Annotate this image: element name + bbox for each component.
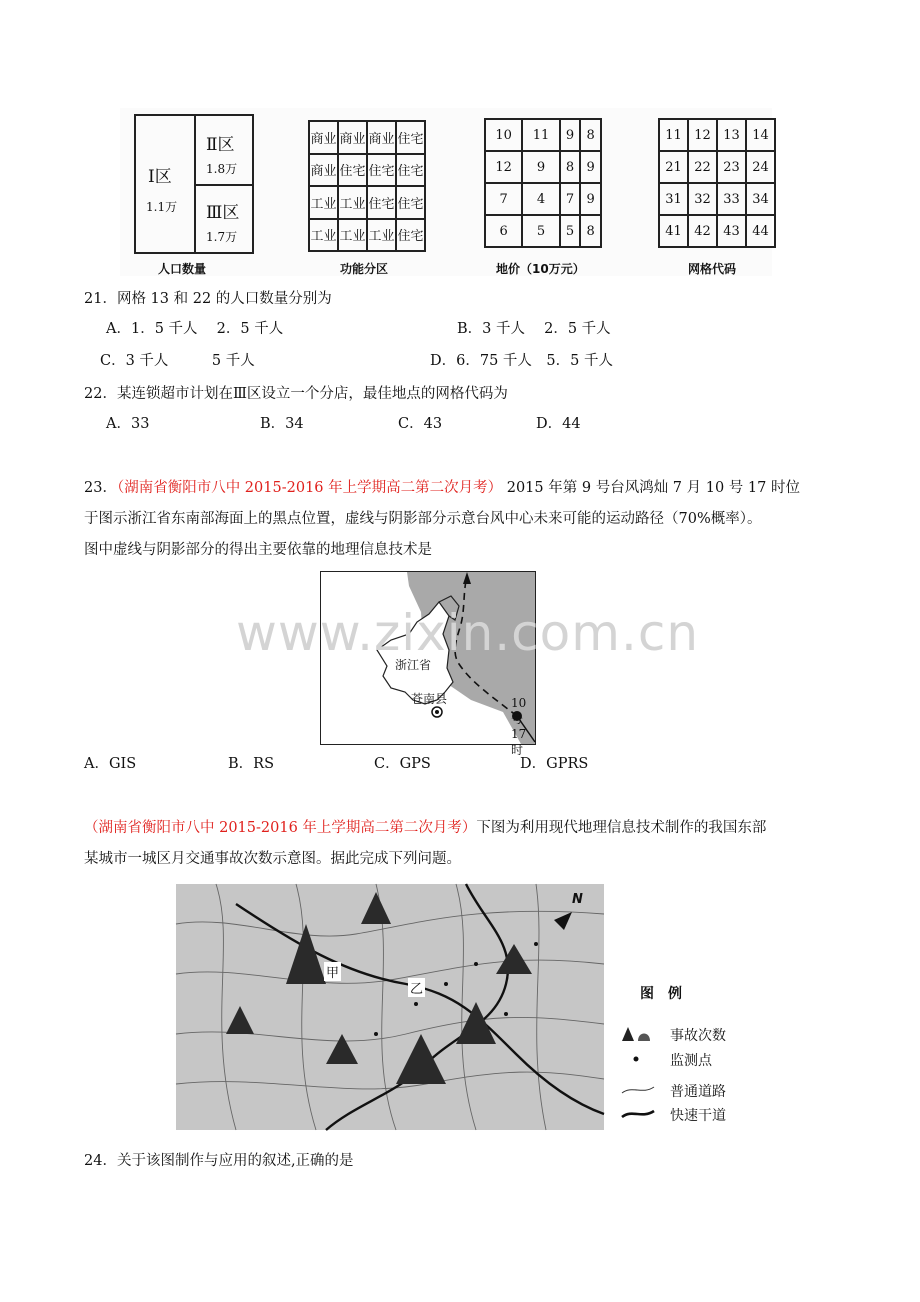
q22-option-d: D．44: [536, 416, 581, 432]
code-cell: 31: [659, 183, 688, 215]
north-label: N: [572, 892, 583, 907]
code-cell: 14: [746, 119, 775, 151]
code-cell: 23: [717, 151, 746, 183]
code-cell: 41: [659, 215, 688, 247]
q23-option-d: D．GPRS: [520, 756, 589, 772]
price-row: [485, 151, 601, 183]
func-cell: 住宅: [396, 186, 425, 219]
price-cell: 10: [485, 119, 522, 151]
q22-stem: 22．某连锁超市计划在Ⅲ区设立一个分店，最佳地点的网格代码为: [84, 386, 508, 402]
accident-map-svg: [176, 884, 604, 1130]
zone2-label: Ⅱ区: [206, 135, 235, 155]
price-cell: 9: [580, 151, 601, 183]
price-row: [485, 183, 601, 215]
func-row: [309, 186, 425, 219]
function-grid: [308, 120, 426, 252]
zone3-label: Ⅲ区: [206, 203, 240, 223]
func-cell: 工业: [367, 219, 396, 252]
caption-grid-code: 网格代码: [688, 262, 737, 276]
legend-title: 图 例: [640, 986, 682, 1002]
label-zhejiang: 浙江省: [395, 658, 432, 672]
q21-option-b: B．3 千人 2．5 千人: [457, 321, 611, 337]
ordinary-road-icon: [620, 1083, 656, 1097]
code-cell: 12: [688, 119, 717, 151]
price-cell: 9: [522, 151, 559, 183]
func-cell: 住宅: [367, 154, 396, 187]
price-cell: 11: [522, 119, 559, 151]
price-cell: 9: [560, 119, 581, 151]
price-cell: 7: [560, 183, 581, 215]
code-row: [659, 119, 775, 151]
price-cell: 9: [580, 183, 601, 215]
price-cell: 8: [580, 119, 601, 151]
label-jia: 甲: [324, 962, 341, 981]
caption-function: 功能分区: [340, 262, 389, 276]
q22-option-b: B．34: [260, 416, 304, 432]
code-cell: 13: [717, 119, 746, 151]
price-cell: 8: [580, 215, 601, 247]
price-cell: 5: [522, 215, 559, 247]
q23-line1-text: 2015 年第 9 号台风鸿灿 7 月 10 号 17 时位: [502, 480, 800, 496]
q21-stem: 21．网格 13 和 22 的人口数量分别为: [84, 291, 332, 307]
func-cell: 工业: [338, 186, 367, 219]
func-cell: 工业: [309, 219, 338, 252]
label-cangnan: 苍南县: [411, 692, 448, 706]
cangnan-marker-center: [435, 710, 439, 714]
label-time: 10 号 17 时: [511, 696, 527, 757]
zone3-pop: 1.7万: [206, 230, 238, 244]
legend-expressway: 快速干道: [670, 1108, 726, 1124]
label-yi: 乙: [408, 978, 425, 997]
accident-map: [176, 884, 604, 1130]
q21-option-a: A．1．5 千人 2．5 千人: [106, 321, 284, 337]
func-row: [309, 121, 425, 154]
caption-population: 人口数量: [158, 262, 207, 276]
q23-option-c: C．GPS: [374, 756, 431, 772]
land-price-grid: [484, 118, 602, 248]
map-legend: [610, 975, 770, 1135]
watermark: www.zixin.com.cn: [236, 604, 700, 662]
code-cell: 11: [659, 119, 688, 151]
code-cell: 34: [746, 183, 775, 215]
expressway-icon: [620, 1107, 656, 1121]
func-cell: 工业: [309, 186, 338, 219]
price-cell: 8: [560, 151, 581, 183]
func-cell: 住宅: [367, 186, 396, 219]
code-cell: 22: [688, 151, 717, 183]
q22-option-c: C．43: [398, 416, 443, 432]
code-cell: 33: [717, 183, 746, 215]
intro24-source: （湖南省衡阳市八中 2015-2016 年上学期高二第二次月考）: [84, 820, 477, 836]
price-cell: 5: [560, 215, 581, 247]
zone2-pop: 1.8万: [206, 162, 238, 176]
q22-option-a: A．33: [106, 416, 150, 432]
legend-accident-count: 事故次数: [670, 1028, 726, 1044]
intro24-line2: 某城市一城区月交通事故次数示意图。据此完成下列问题。: [84, 851, 461, 867]
q21-option-c: C．3 千人 5 千人: [100, 353, 255, 369]
price-cell: 7: [485, 183, 522, 215]
intro24-line1-text: 下图为利用现代地理信息技术制作的我国东部: [476, 820, 767, 836]
q23-option-b: B．RS: [228, 756, 275, 772]
intro24-line1: [84, 818, 766, 838]
func-cell: 住宅: [338, 154, 367, 187]
q23-line1: [84, 478, 800, 498]
code-cell: 21: [659, 151, 688, 183]
code-cell: 44: [746, 215, 775, 247]
func-cell: 商业: [309, 154, 338, 187]
price-cell: 4: [522, 183, 559, 215]
func-cell: 住宅: [396, 121, 425, 154]
q23-option-a: A．GIS: [84, 756, 137, 772]
code-row: [659, 183, 775, 215]
func-cell: 商业: [309, 121, 338, 154]
grid-figure: [120, 108, 772, 276]
func-cell: 住宅: [396, 154, 425, 187]
code-row: [659, 215, 775, 247]
population-map: [134, 114, 254, 254]
q23-number: 23．: [84, 480, 117, 496]
q23-source: （湖南省衡阳市八中 2015-2016 年上学期高二第二次月考）: [116, 480, 503, 496]
grid-code-grid: [658, 118, 776, 248]
func-cell: 工业: [338, 219, 367, 252]
code-cell: 32: [688, 183, 717, 215]
func-row: [309, 219, 425, 252]
code-cell: 42: [688, 215, 717, 247]
zone1-pop: 1.1万: [146, 200, 178, 214]
code-cell: 24: [746, 151, 775, 183]
legend-ordinary-road: 普通道路: [670, 1084, 726, 1100]
q23-line2: 于图示浙江省东南部海面上的黑点位置，虚线与阴影部分示意台风中心未来可能的运动路径（70%概率）。: [84, 511, 762, 527]
zone1-label: Ⅰ区: [148, 167, 172, 187]
monitoring-point-icon: [632, 1055, 640, 1063]
price-row: [485, 215, 601, 247]
q23-line3: 图中虚线与阴影部分的得出主要依靠的地理信息技术是: [84, 542, 432, 558]
code-row: [659, 151, 775, 183]
caption-land-price: 地价（10万元）: [496, 262, 585, 276]
q24-stem: 24．关于该图制作与应用的叙述,正确的是: [84, 1153, 354, 1169]
func-cell: 住宅: [396, 219, 425, 252]
func-cell: 商业: [338, 121, 367, 154]
price-cell: 6: [485, 215, 522, 247]
func-row: [309, 154, 425, 187]
price-row: [485, 119, 601, 151]
code-cell: 43: [717, 215, 746, 247]
q21-option-d: D．6．75 千人 5．5 千人: [430, 353, 613, 369]
func-cell: 商业: [367, 121, 396, 154]
accident-count-icon: [620, 1025, 656, 1043]
price-cell: 12: [485, 151, 522, 183]
legend-monitoring-point: 监测点: [670, 1053, 712, 1069]
